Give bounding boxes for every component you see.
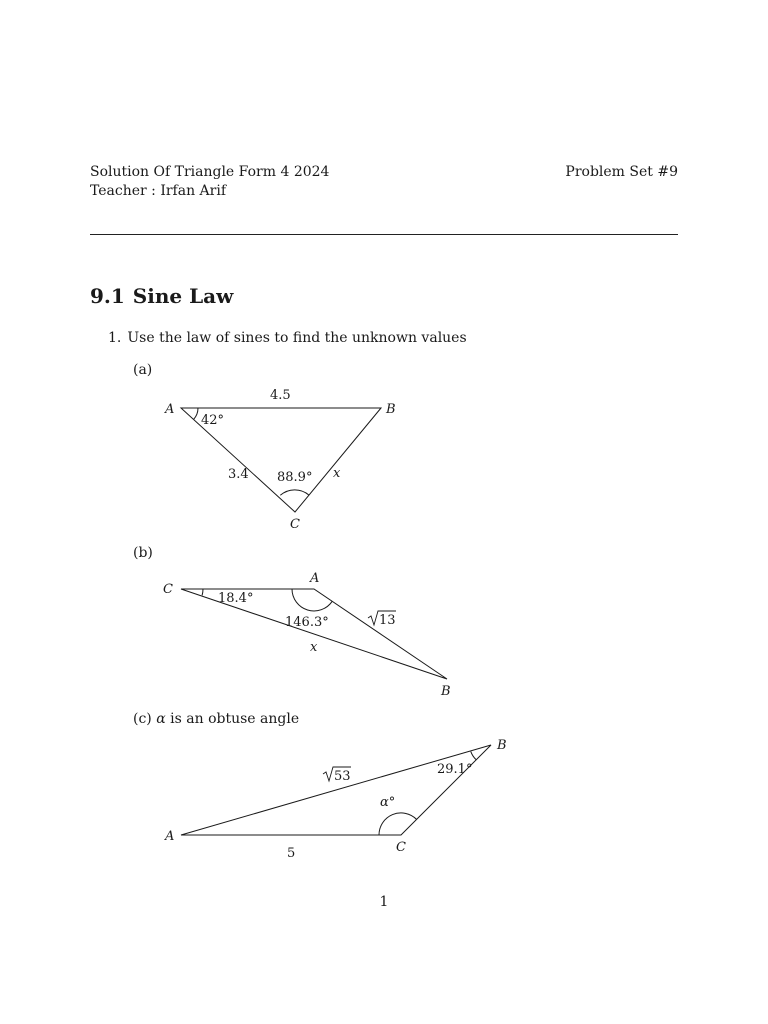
triangle-a-labels	[164, 388, 396, 532]
part-c-label-prefix: (c)	[133, 711, 152, 727]
teacher-name: Teacher : Irfan Arif	[90, 183, 227, 199]
problem-text: Use the law of sines to find the unknown values	[127, 330, 467, 346]
triangle-c-labels	[164, 738, 507, 861]
side-ab-radicand: 53	[334, 769, 351, 784]
side-ab-radicand: 13	[379, 613, 396, 628]
vertex-a-label: A	[310, 571, 320, 586]
side-bc-label: x	[333, 466, 341, 481]
side-cb-label: x	[310, 640, 318, 655]
vertex-b-label: B	[386, 402, 396, 417]
section-title: Sine Law	[132, 284, 234, 308]
vertex-c-label: C	[396, 840, 406, 855]
side-ac-label: 5	[287, 846, 296, 861]
triangle-c-outline	[181, 745, 491, 835]
angle-c-arc	[280, 490, 309, 495]
side-ab-sqrt-label	[368, 611, 396, 628]
side-ab-sqrt-label	[323, 767, 351, 784]
vertex-c-label: C	[163, 582, 173, 597]
vertex-a-label: A	[165, 402, 175, 417]
triangle-b-labels	[163, 571, 451, 699]
vertex-a-label: A	[165, 829, 175, 844]
side-ab-label: 4.5	[270, 388, 291, 403]
section-number: 9.1	[90, 284, 125, 308]
angle-a-arc	[292, 589, 332, 611]
angle-a-arc	[194, 408, 198, 419]
part-c-description: is an obtuse angle	[170, 711, 300, 727]
angle-a-label: 42°	[201, 413, 225, 428]
problem-set-label: Problem Set #9	[565, 164, 678, 180]
angle-c-label: 88.9°	[277, 470, 313, 485]
part-b-label: (b)	[133, 545, 153, 561]
triangle-c	[181, 745, 491, 835]
vertex-b-label: B	[497, 738, 507, 753]
page-number: 1	[379, 894, 389, 910]
alpha-symbol: α	[156, 711, 166, 727]
problem-number: 1.	[108, 330, 122, 346]
angle-c-label: 18.4°	[218, 591, 254, 606]
angle-b-label: 29.1°	[437, 762, 473, 777]
angle-c-arc	[379, 813, 417, 835]
part-a-label: (a)	[133, 362, 153, 378]
angle-b-arc	[471, 752, 476, 760]
angle-c-label: α°	[380, 795, 396, 810]
course-title: Solution Of Triangle Form 4 2024	[90, 164, 330, 180]
angle-c-arc	[202, 589, 203, 595]
vertex-c-label: C	[290, 517, 300, 532]
vertex-b-label: B	[441, 684, 451, 699]
angle-a-label: 146.3°	[285, 615, 329, 630]
side-ac-label: 3.4	[228, 467, 249, 482]
